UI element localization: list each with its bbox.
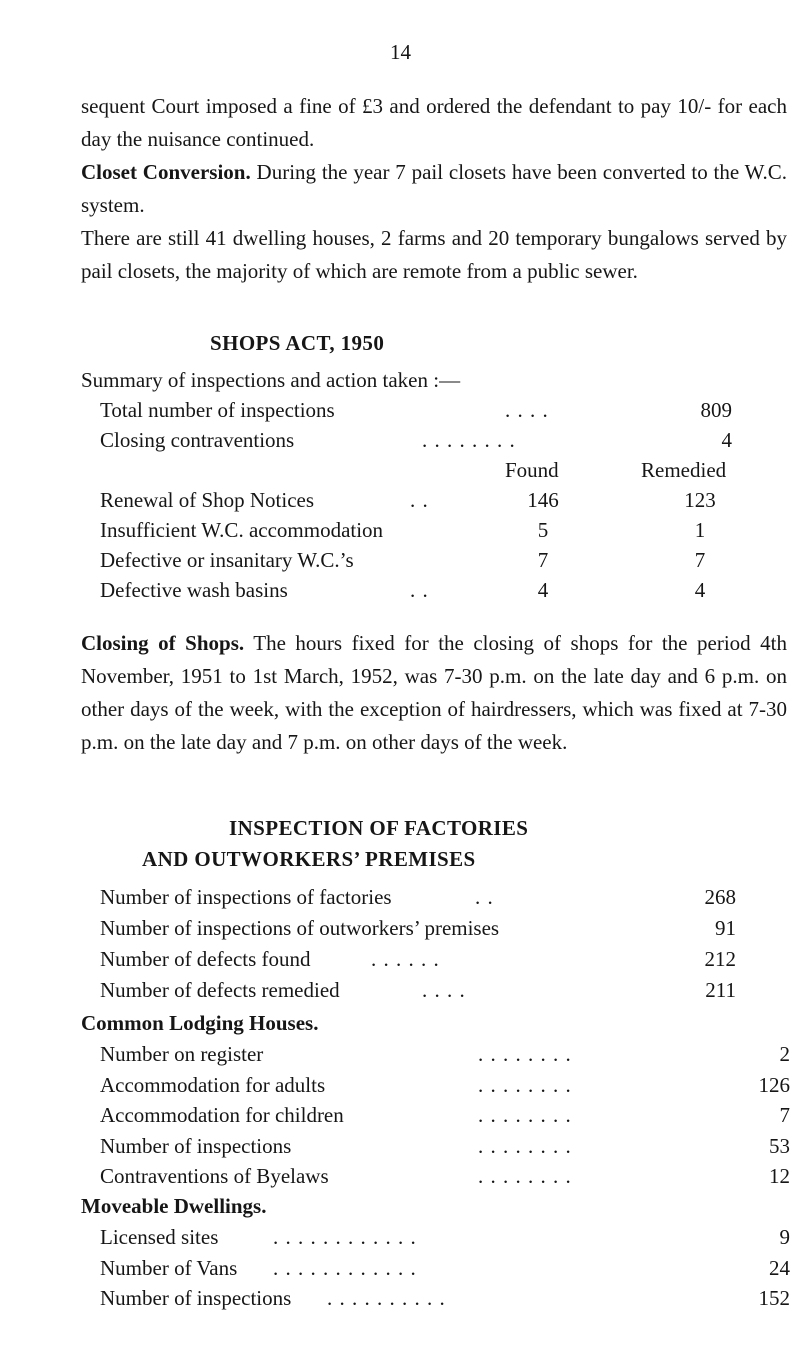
moveable-row-label: Licensed sites [100,1225,219,1249]
shops-row-dots: . . [410,578,429,602]
factories-row-dots: . . . . . . [371,947,440,971]
lodging-row-value: 126 [758,1072,790,1097]
moveable-row-value: 9 [779,1225,790,1249]
moveable-heading: Moveable Dwellings. [81,1194,267,1218]
shops-closing-value: 4 [721,428,732,452]
lodging-row-dots: . . . . . . . . [478,1133,572,1158]
lodging-table-row [100,1073,790,1103]
moveable-row-value: 24 [769,1255,790,1280]
factories-row-dots: . . [475,885,494,909]
factories-row-label: Number of inspections of factories [100,885,392,909]
moveable-row-label: Number of inspections [100,1286,292,1310]
shops-col-found: Found [505,458,559,482]
shops-total-dots: . . . . [505,398,549,422]
shops-total-value: 809 [700,398,732,422]
shops-table-row [100,488,760,518]
factories-table-row [100,978,740,1008]
moveable-row-value: 152 [758,1286,790,1310]
lodging-row-value: 7 [779,1103,790,1127]
moveable-row-dots: . . . . . . . . . . . . [273,1225,417,1249]
closing-of-shops-text: The hours fixed for the closing of shops for the period 4th November, 1951 to 1st March, 1952, was 7-30 p.m. on the late day and 6 p.m. on other days of the week, with the exception of hairdressers, which was fixed at 7-30 p.m. on the late day and 7 p.m. on other days of the week. [81,631,787,754]
shops-row-found: 7 [537,548,549,572]
lodging-row-dots: . . . . . . . . [478,1103,572,1127]
lodging-row-label: Contraventions of Byelaws [100,1164,329,1188]
factories-row-label: Number of inspections of outworkers’ premises [100,916,500,940]
shops-row-label: Defective wash basins [100,578,288,602]
factories-table-row [100,947,740,977]
shops-row-remedied: 7 [694,548,706,572]
factories-heading-line2: AND OUTWORKERS’ PREMISES [142,847,476,871]
closet-conversion-text: During the year 7 pail closets have been converted to the W.C. system. [81,160,787,217]
factories-row-value: 212 [704,947,736,971]
shops-summary-line: Summary of inspections and action taken :— [81,368,461,392]
moveable-table-row [100,1286,790,1316]
shops-closing-dots: . . . . . . . . [422,428,516,452]
shops-row-label: Insufficient W.C. accommodation [100,518,384,542]
factories-table-row [100,885,740,915]
shops-table-row [100,518,760,548]
shops-total-label: Total number of inspections [100,398,335,422]
lodging-row-dots: . . . . . . . . [478,1042,572,1066]
paragraph-closet-conversion [81,156,787,222]
shops-row-label: Defective or insanitary W.C.’s [100,548,354,572]
lodging-table-row [100,1042,790,1072]
shops-row-found: 146 [527,488,559,512]
shops-act-heading: SHOPS ACT, 1950 [210,331,385,355]
shops-closing-label: Closing contraventions [100,428,295,452]
lodging-row-dots: . . . . . . . . [478,1072,572,1097]
closing-of-shops-heading: Closing of Shops. [81,631,245,655]
lodging-row-value: 53 [769,1133,790,1158]
lodging-table-row [100,1103,790,1133]
factories-row-label: Number of defects found [100,947,311,971]
factories-row-dots: . . . . [422,978,466,1002]
lodging-row-dots: . . . . . . . . [478,1164,572,1188]
moveable-row-dots: . . . . . . . . . . [327,1286,446,1310]
lodging-row-label: Accommodation for adults [100,1072,326,1097]
shops-col-remedied: Remedied [641,458,727,482]
moveable-row-dots: . . . . . . . . . . . . [273,1255,417,1280]
moveable-table-row [100,1256,790,1286]
lodging-table-row [100,1134,790,1164]
paragraph-pail-closets: There are still 41 dwelling houses, 2 farms and 20 temporary bungalows served by pail closets, the majority of which are remote from a public sewer. [81,226,787,283]
paragraph-court-fine: sequent Court imposed a fine of £3 and ordered the defendant to pay 10/- for each day the nuisance continued. [81,94,787,151]
shops-row-remedied: 1 [694,518,706,542]
lodging-table-row [100,1164,790,1194]
shops-table-row [100,548,760,578]
factories-row-value: 268 [704,885,736,909]
factories-row-value: 91 [715,916,736,940]
moveable-row-label: Number of Vans [100,1255,238,1280]
page-number: 14 [390,40,411,64]
factories-row-label: Number of defects remedied [100,978,340,1002]
lodging-row-value: 12 [769,1164,790,1188]
shops-row-dots: . . [410,488,429,512]
factories-heading-line1: INSPECTION OF FACTORIES [229,816,529,840]
moveable-table-row [100,1225,790,1255]
lodging-heading: Common Lodging Houses. [81,1011,319,1035]
factories-row-value: 211 [705,978,736,1002]
shops-row-label: Renewal of Shop Notices [100,488,315,512]
factories-table-row [100,916,740,946]
shops-row-found: 5 [537,518,549,542]
shops-total-row [100,398,740,428]
shops-row-remedied: 123 [684,488,716,512]
lodging-row-label: Accommodation for children [100,1103,344,1127]
shops-row-found: 4 [537,578,549,602]
lodging-row-value: 2 [779,1042,790,1066]
lodging-row-label: Number of inspections [100,1133,292,1158]
shops-row-remedied: 4 [694,578,706,602]
shops-table-row [100,578,760,608]
shops-closing-row [100,428,740,458]
closet-conversion-heading: Closet Conversion. [81,160,251,184]
lodging-row-label: Number on register [100,1042,264,1066]
paragraph-closing-of-shops [81,627,787,759]
